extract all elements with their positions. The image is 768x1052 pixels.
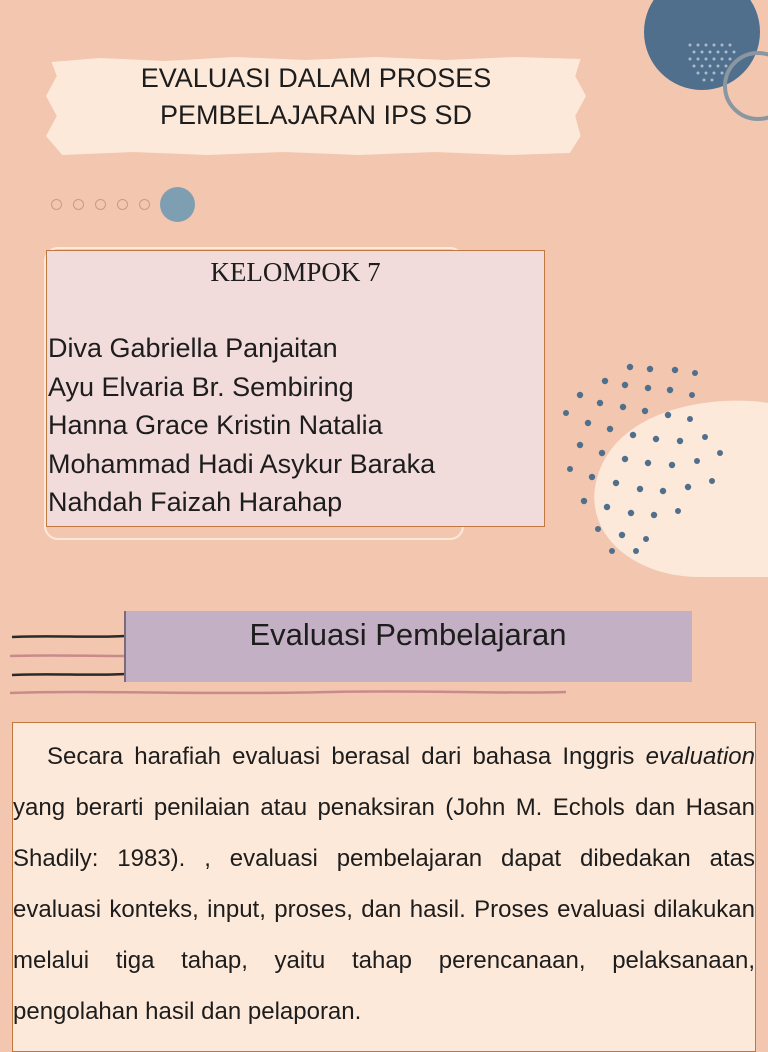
page-title-line2: PEMBELAJARAN IPS SD <box>159 100 473 130</box>
member-name: Ayu Elvaria Br. Sembiring <box>48 371 354 402</box>
paragraph-text-end: yang berarti penilaian atau penaksiran (John M. Echols dan Hasan Shadily: 1983). , evaluasi pembelajaran dapat dibedakan atas evaluasi konteks, input, proses, dan hasil. Proses evaluasi dilakukan melalui tiga tahap, yaitu tahap perencanaan, pelaksanaan, pengolahan hasil dan pelaporan. <box>13 794 755 1025</box>
pagination-dot[interactable] <box>51 199 62 210</box>
paragraph-italic-term: evaluation <box>645 743 755 770</box>
paragraph-text-start: Secara harafiah evaluasi berasal dari bahasa Inggris <box>47 743 646 770</box>
page-title-line1: EVALUASI DALAM PROSES <box>140 63 492 93</box>
decorative-circle-top-right <box>640 0 768 130</box>
member-name: Hanna Grace Kristin Natalia <box>48 410 383 440</box>
body-paragraph <box>13 731 755 1037</box>
pagination-dot-active[interactable] <box>160 187 195 222</box>
pagination-dot[interactable] <box>117 199 128 210</box>
member-name: Diva Gabriella Panjaitan <box>48 333 338 363</box>
member-name: Nahdah Faizah Harahap <box>48 487 343 517</box>
member-name: Mohammad Hadi Asykur Baraka <box>48 448 436 479</box>
pagination-dot[interactable] <box>73 199 84 210</box>
pagination-dot[interactable] <box>139 199 150 210</box>
group-title: KELOMPOK 7 <box>210 257 381 287</box>
section-title: Evaluasi Pembelajaran <box>249 617 567 652</box>
decorative-blob-right <box>550 355 768 580</box>
members-card <box>46 250 545 527</box>
pagination-dot[interactable] <box>95 199 106 210</box>
members-list <box>48 329 435 522</box>
page-title <box>46 60 586 134</box>
